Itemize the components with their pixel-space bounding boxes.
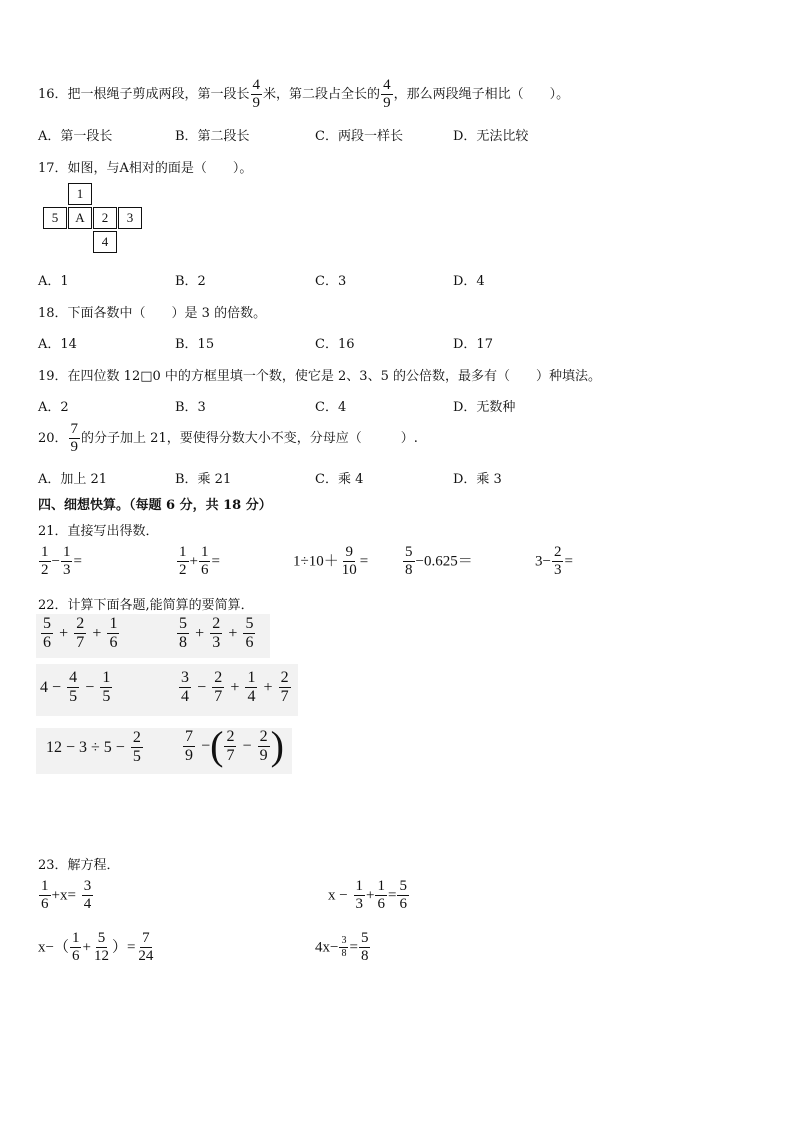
q22-expr-1a: $\frac{5}{6}$ + $\frac{2}{7}$ + $\frac{1}{6}$: [43, 615, 118, 651]
q22-expr-3a: 12 − 3 ÷ 5 − $\frac{2}{5}$: [46, 729, 141, 765]
q19-option-d: D．无数种: [453, 400, 516, 415]
q22-expr-2b: $\frac{3}{4}$ − $\frac{2}{7}$ + $\frac{1}{4}$ + $\frac{2}{7}$: [181, 669, 289, 705]
q16-option-b: B．第二段长: [175, 129, 250, 144]
q18-option-d: D．17: [453, 337, 493, 352]
section-heading: 四、细想快算。（每题 6 分，共 18 分）: [38, 498, 272, 513]
q23-equation-2: x − $\frac{1}{3}$ + $\frac{1}{6}$ = $\frac{5}{6}$: [328, 878, 407, 912]
q16-fraction-1: $\frac{4}{9}$: [252, 77, 261, 111]
question-16: [38, 78, 569, 111]
q19-option-a: A．2: [38, 400, 69, 415]
net-face-left: 5: [43, 207, 67, 229]
q18-option-c: C．16: [315, 337, 355, 352]
q22-expr-3b: $\frac{7}{9}$ −( $\frac{2}{7}$ − $\frac{2}{9}$ ): [185, 723, 284, 768]
q20-number: 20．: [38, 431, 68, 446]
question-20: [38, 422, 418, 455]
q17-option-c: C．3: [315, 274, 347, 289]
q17-option-a: A．1: [38, 274, 69, 289]
q22-expr-2a: 4 − $\frac{4}{5}$ − $\frac{1}{5}$: [40, 669, 111, 705]
q17-option-d: D．4: [453, 274, 485, 289]
net-face-right2: 3: [118, 207, 142, 229]
q20-fraction: $\frac{7}{9}$: [70, 421, 79, 455]
q21-expr-4: $\frac{5}{8}$ −0.625＝: [405, 544, 473, 578]
q20-option-b: B．乘 21: [175, 472, 232, 487]
q20-option-a: A．加上 21: [38, 472, 108, 487]
q21-title: 21．直接写出得数．: [38, 524, 159, 539]
q21-expr-5: 3− $\frac{2}{3}$ =: [535, 544, 573, 578]
q23-equation-4: 4x− $\frac{3}{8}$ = $\frac{5}{8}$: [315, 930, 369, 964]
net-face-center: A: [68, 207, 92, 229]
q18-option-b: B．15: [175, 337, 215, 352]
net-face-right1: 2: [93, 207, 117, 229]
q22-expr-1b: $\frac{5}{8}$ + $\frac{2}{3}$ + $\frac{5}{6}$: [179, 615, 254, 651]
right-paren: ): [270, 723, 284, 768]
net-face-top: 1: [68, 183, 92, 205]
q20-text: 的分子加上 21，要使得分数大小不变，分母应（ ）.: [81, 431, 418, 446]
q17-text: 17．如图，与A相对的面是（ ）。: [38, 161, 253, 176]
q21-expr-2: $\frac{1}{2}$ + $\frac{1}{6}$ =: [179, 544, 220, 578]
q19-option-b: B．3: [175, 400, 206, 415]
q20-option-d: D．乘 3: [453, 472, 502, 487]
q16-option-d: D．无法比较: [453, 129, 529, 144]
q16-unit: 米，第二段占全长的: [263, 87, 381, 102]
q16-option-a: A．第一段长: [38, 129, 113, 144]
q19-option-c: C．4: [315, 400, 347, 415]
q16-text-a: 16．把一根绳子剪成两段，第一段长: [38, 87, 250, 102]
q19-text: 19．在四位数 12□0 中的方框里填一个数，使它是 2、3、5 的公倍数，最多有（ ）种填法。: [38, 369, 601, 384]
q23-title: 23．解方程．: [38, 858, 120, 873]
q23-equation-3: x−（ $\frac{1}{6}$ + $\frac{5}{12}$ ）= $\frac{7}{24}$: [38, 930, 154, 964]
net-face-bottom: 4: [93, 231, 117, 253]
q23-equation-1: $\frac{1}{6}$ +x= $\frac{3}{4}$: [41, 878, 92, 912]
q21-expr-1: $\frac{1}{2}$ − $\frac{1}{3}$ =: [41, 544, 82, 578]
q22-title: 22．计算下面各题,能简算的要简算．: [38, 598, 254, 613]
q18-text: 18．下面各数中（ ）是 3 的倍数。: [38, 306, 267, 321]
q16-text-b: ，那么两段绳子相比（ ）。: [393, 87, 570, 102]
q20-option-c: C．乘 4: [315, 472, 364, 487]
q16-option-c: C．两段一样长: [315, 129, 403, 144]
q16-fraction-2: $\frac{4}{9}$: [383, 77, 391, 111]
q17-option-b: B．2: [175, 274, 206, 289]
q21-expr-3: 1÷10＋ $\frac{9}{10}$ =: [293, 544, 369, 578]
q18-option-a: A．14: [38, 337, 77, 352]
left-paren: (: [210, 723, 224, 768]
